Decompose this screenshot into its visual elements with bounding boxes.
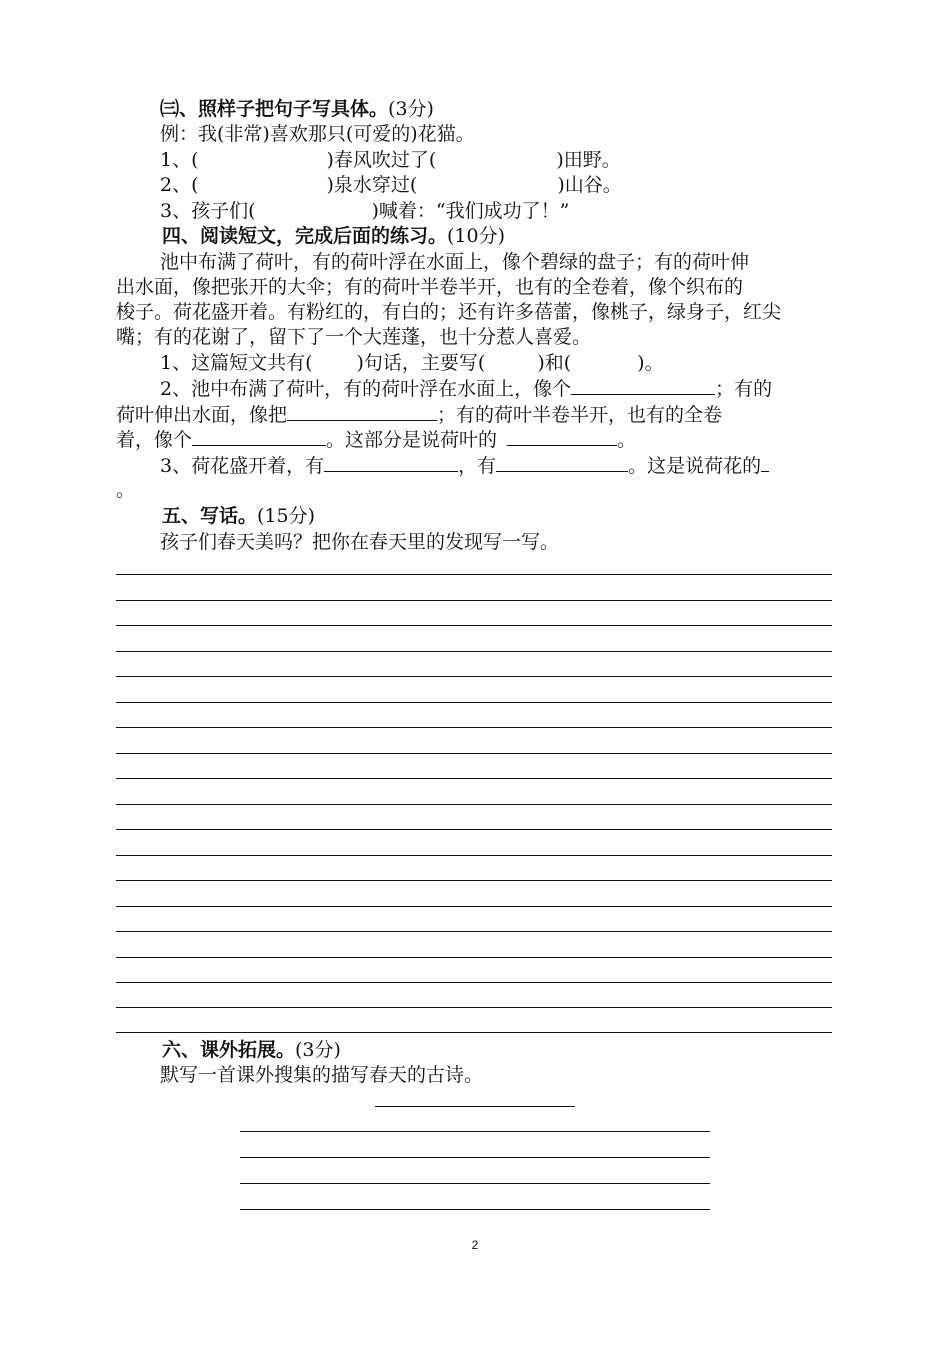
question-2-line-2: 荷叶伸出水面，像把 ；有的荷叶半卷半开，也有的全卷 bbox=[116, 404, 723, 426]
answer-underline[interactable] bbox=[571, 376, 715, 395]
question-1: 1、这篇短文共有( )句话，主要写( )和( )。 bbox=[160, 352, 664, 374]
writing-line[interactable] bbox=[116, 702, 832, 703]
writing-line[interactable] bbox=[116, 600, 832, 601]
writing-line[interactable] bbox=[116, 1007, 832, 1008]
section3-title: 、照样子把句子写具体。 bbox=[179, 98, 389, 120]
writing-line[interactable] bbox=[116, 651, 832, 652]
section3-number: ㈢ bbox=[160, 98, 180, 120]
question-3-line-1: 3、荷花盛开着，有 ，有 。这是说荷花的 bbox=[160, 453, 769, 479]
writing-line[interactable] bbox=[116, 804, 832, 805]
writing-line[interactable] bbox=[116, 778, 832, 779]
section3-item-3: 3、孩子们( )喊着：“我们成功了！” bbox=[160, 200, 570, 222]
question-2-line-1: 2、池中布满了荷叶，有的荷叶浮在水面上，像个 ；有的 bbox=[160, 378, 773, 400]
poem-title-line[interactable] bbox=[375, 1106, 575, 1107]
section6-prompt: 默写一首课外搜集的描写春天的古诗。 bbox=[160, 1064, 484, 1086]
answer-underline[interactable] bbox=[192, 427, 326, 446]
passage-line-4: 嘴；有的花谢了，留下了一个大莲蓬，也十分惹人喜爱。 bbox=[116, 326, 592, 348]
section6-heading: 六、课外拓展。(3分) bbox=[162, 1039, 341, 1061]
writing-line[interactable] bbox=[116, 855, 832, 856]
section3-item-2: 2、( )泉水穿过( )山谷。 bbox=[160, 174, 622, 196]
writing-line[interactable] bbox=[116, 880, 832, 881]
passage-line-2: 出水面，像把张开的大伞；有的荷叶半卷半开，也有的全卷着，像个织布的 bbox=[116, 276, 744, 298]
passage-line-1: 池中布满了荷叶，有的荷叶浮在水面上，像个碧绿的盘子；有的荷叶伸 bbox=[160, 251, 750, 273]
page-number: 2 bbox=[471, 1238, 479, 1252]
writing-line[interactable] bbox=[116, 906, 832, 907]
section3-heading bbox=[160, 97, 434, 122]
passage-line-3: 梭子。荷花盛开着。有粉红的，有白的；还有许多蓓蕾，像桃子，绿身子，红尖 bbox=[116, 301, 782, 323]
writing-line[interactable] bbox=[116, 957, 832, 958]
answer-underline[interactable] bbox=[507, 427, 617, 446]
writing-line[interactable] bbox=[116, 625, 832, 626]
writing-line[interactable] bbox=[116, 982, 832, 983]
section4-heading: 四、阅读短文，完成后面的练习。(10分) bbox=[162, 225, 506, 247]
poem-line[interactable] bbox=[240, 1183, 710, 1184]
section3-item-1: 1、( )春风吹过了( )田野。 bbox=[160, 149, 621, 171]
section5-heading: 五、写话。(15分) bbox=[162, 505, 316, 527]
question-2-line-3: 着，像个 。这部分是说荷叶的 。 bbox=[116, 429, 637, 451]
writing-line[interactable] bbox=[116, 727, 832, 728]
writing-line[interactable] bbox=[116, 574, 832, 575]
writing-line[interactable] bbox=[116, 931, 832, 932]
poem-line[interactable] bbox=[240, 1209, 710, 1210]
section3-example: 例：我(非常)喜欢那只(可爱的)花猫。 bbox=[160, 123, 475, 145]
question-3-line-2: 。 bbox=[116, 479, 136, 501]
section3-score: (3分) bbox=[388, 98, 434, 120]
poem-line[interactable] bbox=[240, 1157, 710, 1158]
poem-line[interactable] bbox=[240, 1131, 710, 1132]
writing-line[interactable] bbox=[116, 829, 832, 830]
answer-underline[interactable] bbox=[761, 453, 769, 472]
writing-line[interactable] bbox=[116, 753, 832, 754]
answer-underline[interactable] bbox=[287, 402, 437, 421]
answer-underline[interactable] bbox=[324, 453, 458, 472]
section5-prompt: 孩子们春天美吗？把你在春天里的发现写一写。 bbox=[160, 531, 560, 553]
writing-line[interactable] bbox=[116, 676, 832, 677]
answer-underline[interactable] bbox=[496, 453, 628, 472]
writing-line[interactable] bbox=[116, 1032, 832, 1033]
